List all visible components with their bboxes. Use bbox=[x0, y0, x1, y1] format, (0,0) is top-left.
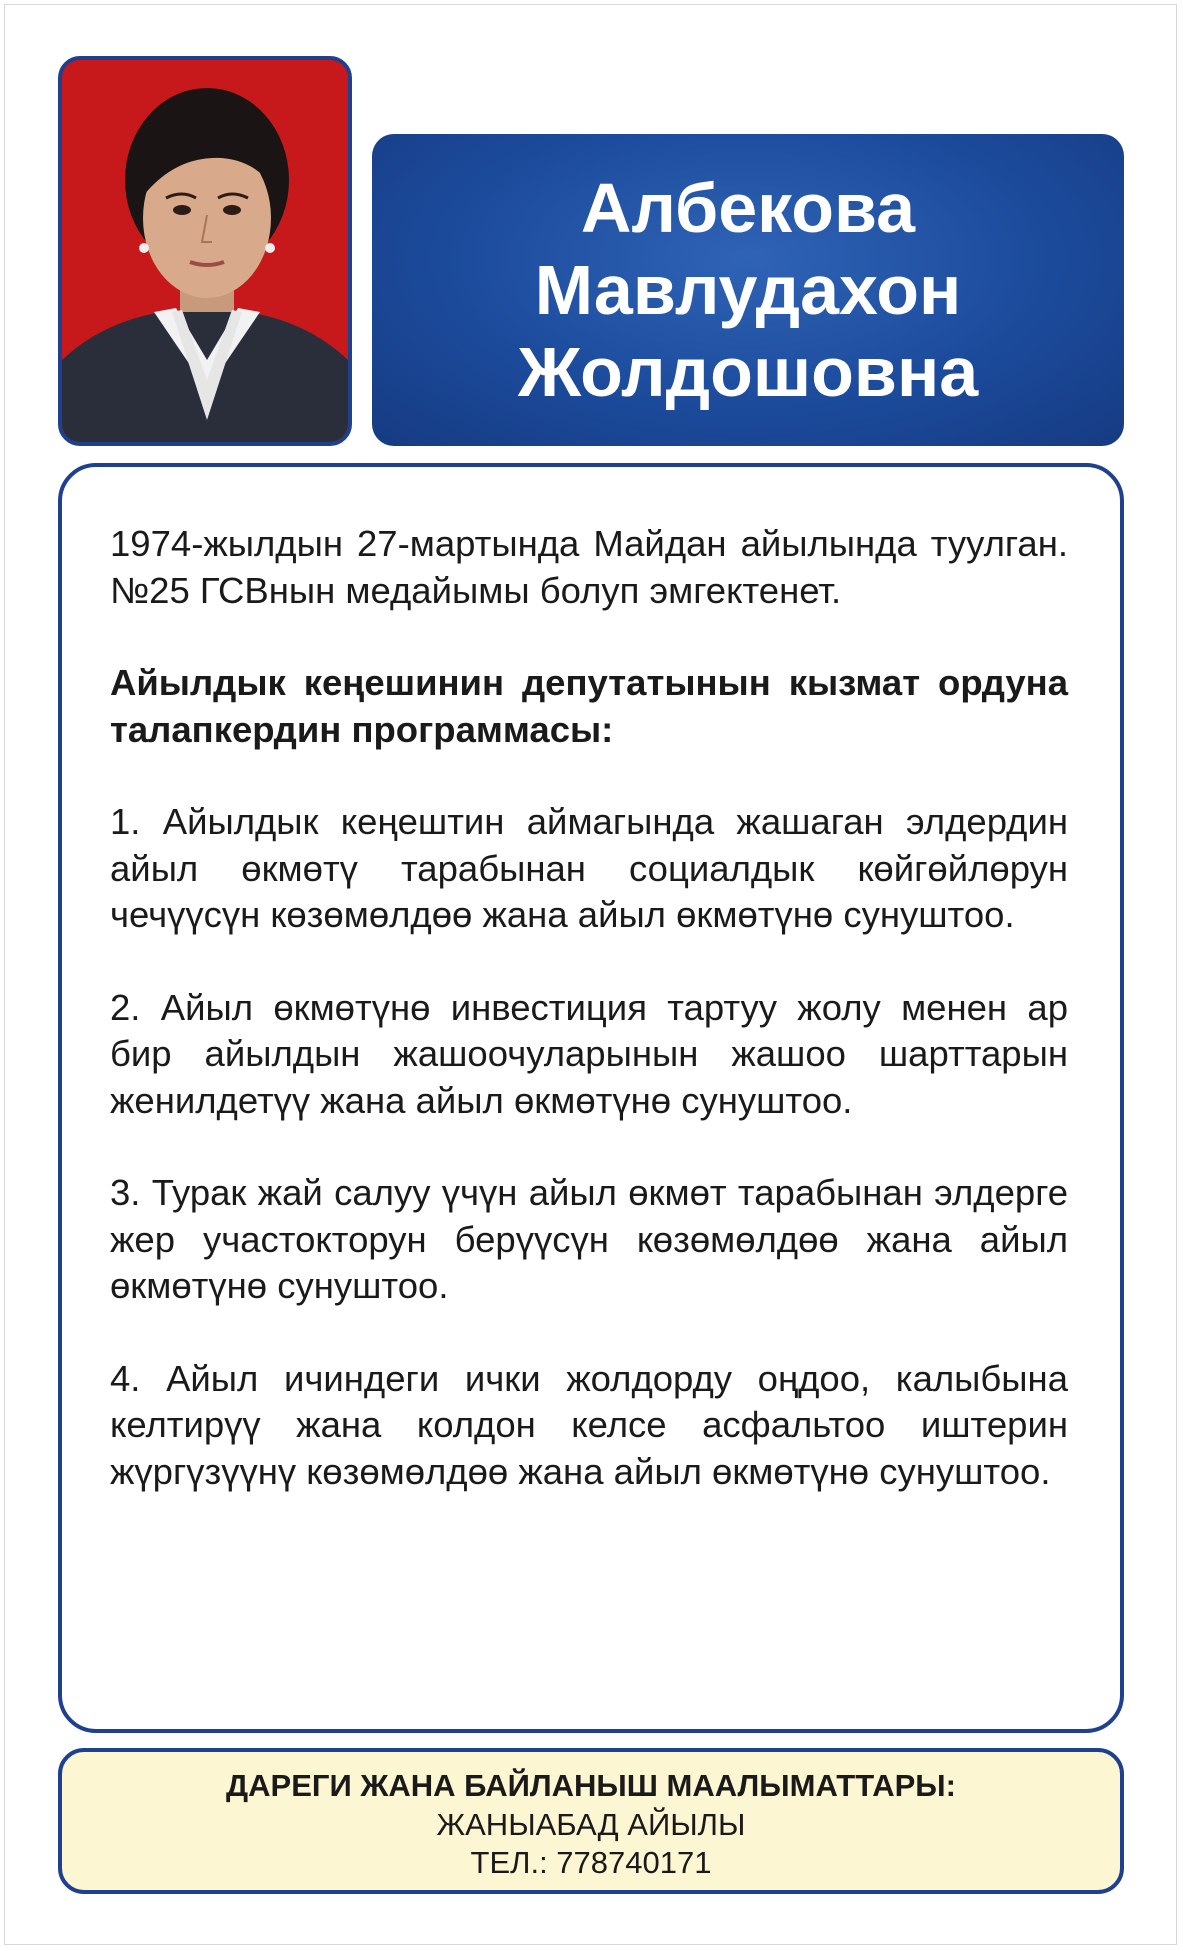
name-line-given: Мавлудахон bbox=[534, 251, 962, 329]
candidate-name bbox=[518, 167, 978, 413]
name-line-patronymic: Жолдошовна bbox=[517, 333, 979, 411]
program-item-1: 1. Айылдык кеңештин аймагында жашаган элдердин айыл өкмөтү тарабынан социалдык көйгөйлөрун чечүүсүн көзөмөлдөө жана айыл өкмөтүнө сунуштоо. bbox=[110, 801, 1068, 935]
contact-title: ДАРЕГИ ЖАНА БАЙЛАНЫШ МААЛЫМАТТАРЫ: bbox=[226, 1768, 956, 1803]
contact-phone: ТЕЛ.: 778740171 bbox=[470, 1845, 712, 1880]
contact-panel bbox=[58, 1748, 1124, 1894]
program-heading: Айылдык кеңешинин депутатынын кызмат ордуна талапкердин программасы: bbox=[110, 662, 1068, 750]
contact-address: ЖАНЫАБАД АЙЫЛЫ bbox=[436, 1807, 746, 1842]
name-line-surname: Албекова bbox=[580, 169, 916, 247]
bio-text: 1974-жылдын 27-мартында Майдан айылында туулган. №25 ГСВнын медайымы болуп эмгектенет. bbox=[110, 523, 1068, 611]
program-item-4: 4. Айыл ичиндеги ички жолдорду оңдоо, калыбына келтирүү жана колдон келсе асфальтоо иштерин жүргүзүүнү көзөмөлдөө жана айыл өкмөтүнө сунуштоо. bbox=[110, 1357, 1068, 1492]
program-item-3: 3. Турак жай салуу үчүн айыл өкмөт тарабынан элдерге жер участокторун берүүсүн көзөмөлдөө жана айыл өкмөтүнө сунуштоо. bbox=[110, 1172, 1068, 1306]
name-banner bbox=[372, 134, 1124, 446]
program-item-2: 2. Айыл өкмөтүнө инвестиция тартуу жолу менен ар бир айылдын жашоочуларынын жашоо шарттарын женилдетүү жана айыл өкмөтүнө сунуштоо. bbox=[110, 986, 1068, 1121]
program-panel bbox=[58, 463, 1124, 1733]
candidate-photo bbox=[58, 56, 352, 446]
